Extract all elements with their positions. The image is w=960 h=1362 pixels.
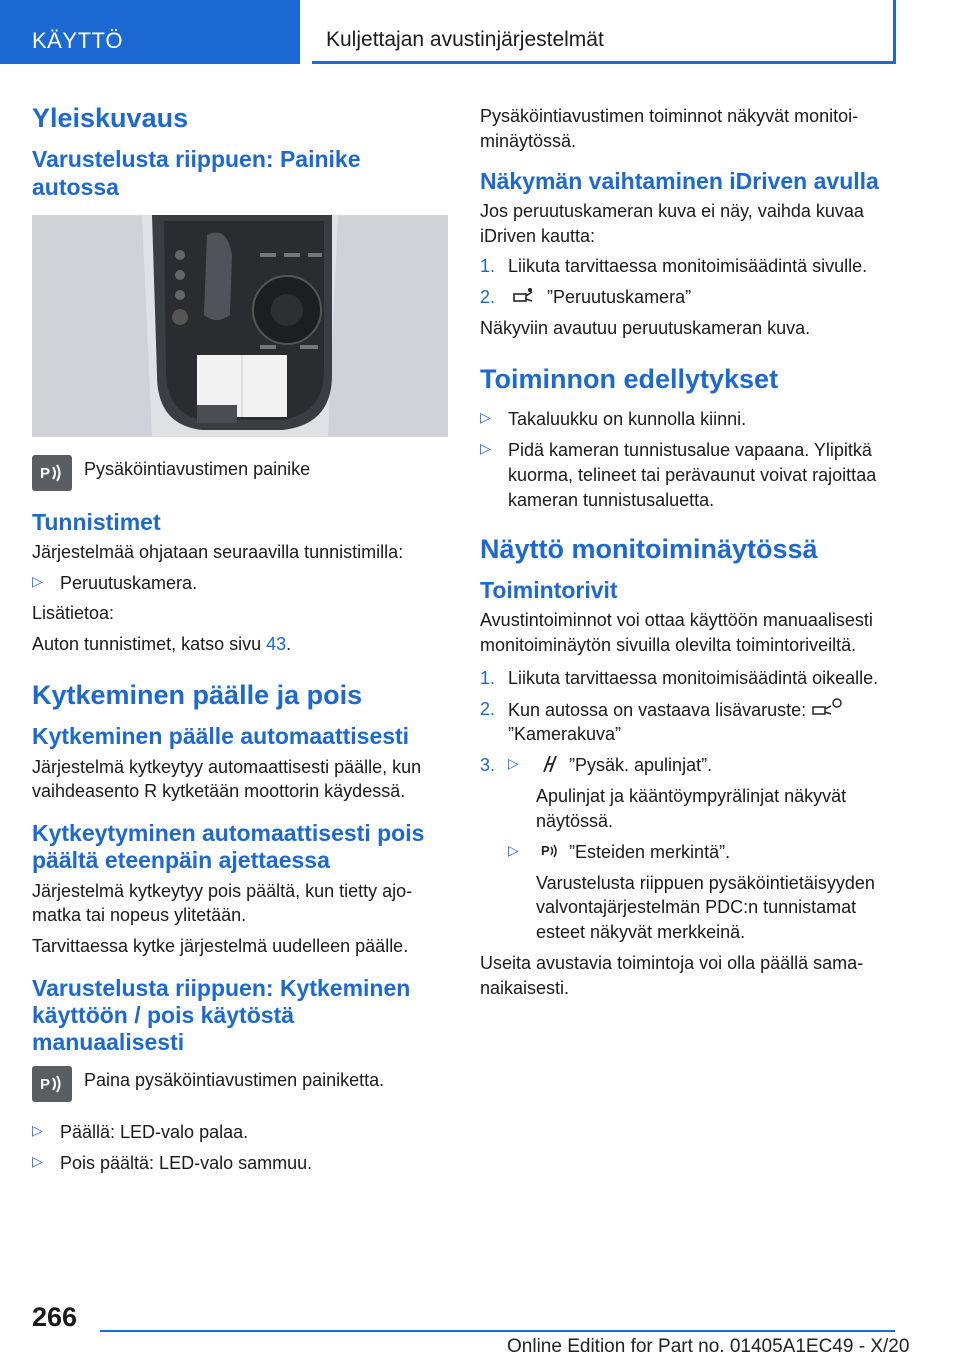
heading-display: Näyttö monitoiminäytössä xyxy=(480,533,818,564)
prereq-list xyxy=(480,407,900,512)
heading-button-in-car: Varustelusta riippuen: Painike autossa xyxy=(32,146,361,200)
svg-text:P: P xyxy=(40,1076,51,1094)
step-number: 2. xyxy=(480,287,496,308)
heading-idrive: Näkymän vaihtaminen iDriven avulla xyxy=(480,167,879,194)
triangle-bullet-icon: ▷ xyxy=(32,1122,43,1139)
heading-overview: Yleiskuvaus xyxy=(32,103,189,133)
triangle-bullet-icon: ▷ xyxy=(32,1153,43,1170)
list-item: ▷ Takaluukku on kunnolla kiinni. xyxy=(480,409,747,430)
triangle-bullet-icon: ▷ xyxy=(480,409,491,426)
triangle-bullet-icon: ▷ xyxy=(32,572,43,589)
heading-prerequisites: Toiminnon edellytykset xyxy=(480,363,779,394)
manual-list xyxy=(32,1120,450,1176)
sub-list-item: ▷ P ”Esteiden merkintä”. Varustelusta riippuen pysäköintietäisyyden valvontajärjestelmän PDC:n tunnistamat esteet näkyvät merkkeinä. xyxy=(508,840,900,945)
heading-switch-on-off: Kytkeminen päälle ja pois xyxy=(32,680,363,711)
triangle-bullet-icon: ▷ xyxy=(508,841,519,858)
manual-instruction xyxy=(32,1066,450,1102)
display-steps xyxy=(480,666,900,945)
footer-edition: Online Edition for Part no. 01405A1EC49 - X/20 xyxy=(507,1336,910,1357)
heading-toolbar: Toimintorivit xyxy=(480,577,618,604)
list-item: ▷ Pidä kameran tunnistusalue vapaana. Ylipitkä kuorma, telineet tai perävaunut voivat rajoittaa kameran tunnistusaluetta. xyxy=(480,440,877,510)
intro-text: Pysäköintiavustimen toiminnot näkyvät monitoiminäytössä. xyxy=(480,106,859,151)
auto-off-text: Järjestelmä kytkeytyy pois päältä, kun tietty ajomatka tai nopeus ylitetään. xyxy=(32,880,413,926)
idrive-steps xyxy=(480,254,900,310)
idrive-result: Näkyviin avautuu peruutuskameran kuva. xyxy=(480,318,811,339)
park-assist-icon xyxy=(32,1066,72,1102)
chapter-title: Kuljettajan avustinjärjestelmät xyxy=(312,0,896,64)
page-number: 266 xyxy=(32,1302,78,1332)
sensors-list xyxy=(32,571,450,596)
list-item: ▷ Peruutuskamera. xyxy=(32,572,198,593)
toolbar-text: Avustintoiminnot voi ottaa käyttöön manuaalisesti monitoiminäytön sivuilla olevilta toimintoriveiltä. xyxy=(480,610,873,655)
more-info-label: Lisätietoa: xyxy=(32,603,115,624)
step-number: 1. xyxy=(480,256,496,277)
sub1-text: Apulinjat ja kääntöympyrälinjat näkyvät näytössä. xyxy=(536,786,847,831)
right-column xyxy=(480,96,900,1007)
parking-lines-icon xyxy=(540,754,560,774)
sensors-text: Järjestelmää ohjataan seuraavilla tunnistimilla: xyxy=(32,541,404,562)
list-item: ▷ Pois päältä: LED-valo sammuu. xyxy=(32,1153,313,1174)
triangle-bullet-icon: ▷ xyxy=(480,440,491,457)
svg-text:P: P xyxy=(541,842,550,858)
sub2-text: Varustelusta riippuen pysäköintietäisyyden valvontajärjestelmän PDC:n tunnistamat esteet näkyvät merkkeinä. xyxy=(536,872,875,943)
list-item: 2. ”Peruutuskamera” xyxy=(480,285,900,310)
step-number: 3. xyxy=(480,755,496,776)
heading-auto-on: Kytkeminen päälle automaattisesti xyxy=(32,723,410,750)
camera-view-icon xyxy=(810,697,844,719)
page-link[interactable]: 43 xyxy=(266,634,287,655)
sub-list-item: ▷ ”Pysäk. apulinjat”. Apulinjat ja kääntöympyrälinjat näkyvät näytössä. xyxy=(508,753,900,833)
triangle-bullet-icon: ▷ xyxy=(508,755,519,772)
center-console-photo xyxy=(32,215,448,437)
idrive-text: Jos peruutuskameran kuva ei näy, vaihda kuvaa iDriven kautta: xyxy=(480,200,864,246)
svg-text:P: P xyxy=(40,464,51,482)
park-assist-button-legend xyxy=(32,455,450,491)
heading-auto-off: Kytkeytyminen automaattisesti pois päältä eteenpäin ajettaessa xyxy=(32,820,425,874)
obstacle-marking-icon xyxy=(540,841,560,861)
auto-off-text-2: Tarvittaessa kytke järjestelmä uudelleen päälle. xyxy=(32,936,409,957)
heading-sensors: Tunnistimet xyxy=(32,508,161,535)
step-number: 2. xyxy=(480,698,496,719)
closing-text: Useita avustavia toimintoja voi olla päällä samanaikaisesti. xyxy=(480,953,864,998)
footer-divider xyxy=(100,1330,895,1332)
list-item: 1. Liikuta tarvittaessa monitoimisäädintä oikealle. xyxy=(480,666,900,691)
list-item: 2. Kun autossa on vastaava lisävaruste: ”Kamerakuva” xyxy=(480,697,900,748)
left-column xyxy=(32,96,450,1182)
manual-text: Paina pysäköintiavustimen painiketta. xyxy=(84,1070,385,1091)
more-info-text: Auton tunnistimet, katso sivu 43. xyxy=(32,634,292,655)
list-item: 1. Liikuta tarvittaessa monitoimisäädintä sivulle. xyxy=(480,254,900,279)
list-item xyxy=(480,753,900,945)
rear-camera-icon xyxy=(512,286,538,306)
list-item: ▷ Päällä: LED-valo palaa. xyxy=(32,1122,249,1143)
step-number: 1. xyxy=(480,667,496,688)
park-assist-caption: Pysäköintiavustimen painike xyxy=(84,458,311,479)
auto-on-text: Järjestelmä kytkeytyy automaattisesti päälle, kun vaihdeasento R kytketään moottorin käydessä. xyxy=(32,756,422,802)
heading-manual: Varustelusta riippuen: Kytkeminen käyttöön / pois käytöstä manuaalisesti xyxy=(32,974,411,1056)
console-illustration xyxy=(32,215,448,437)
section-tab: KÄYTTÖ xyxy=(0,0,300,64)
park-assist-icon xyxy=(32,455,72,491)
